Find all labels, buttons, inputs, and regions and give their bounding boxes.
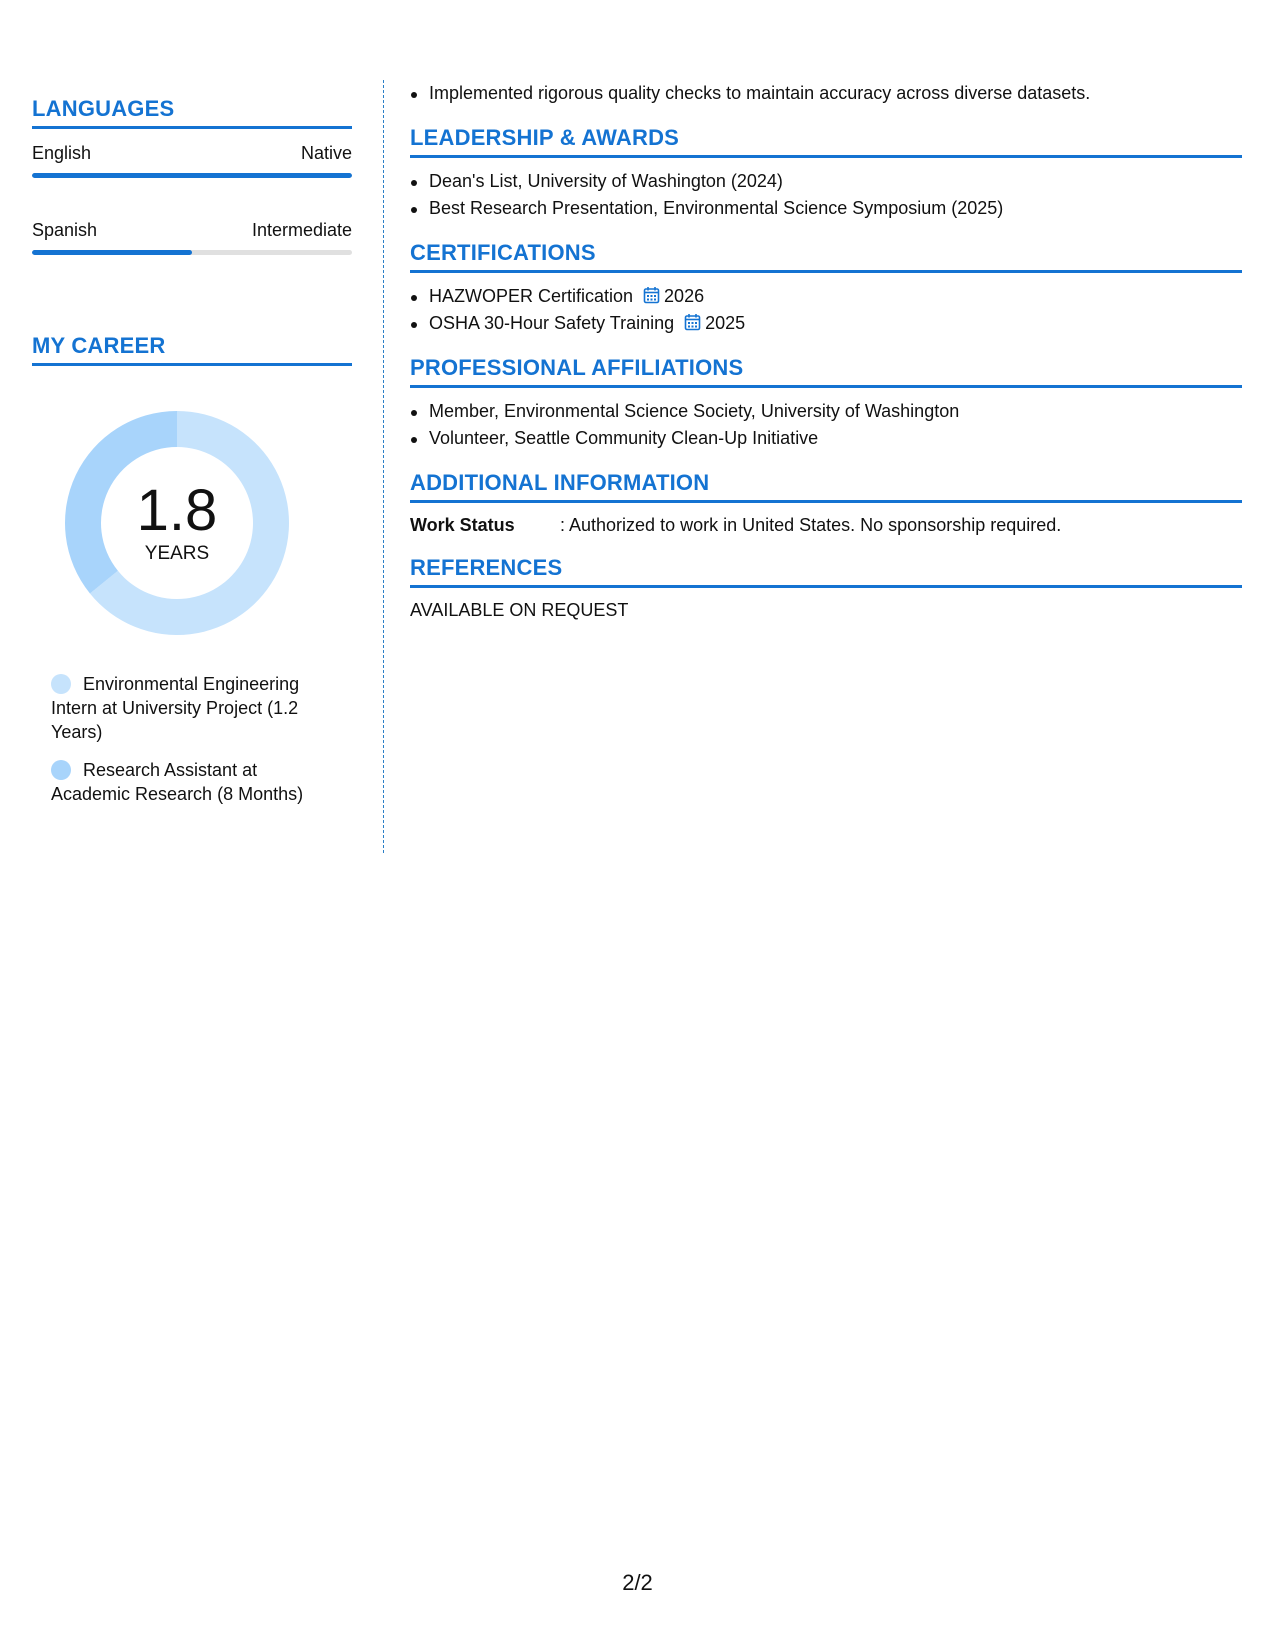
languages-section [32,96,352,255]
language-name: Spanish [32,220,98,240]
list-item: Member, Environmental Science Society, University of Washington [410,398,1242,425]
languages-title: LANGUAGES [32,96,352,129]
legend-label: Research Assistant at Academic Research (8 Months) [51,760,304,804]
references-title: REFERENCES [410,555,1242,588]
career-total: 1.8 [136,478,218,543]
list-item: Implemented rigorous quality checks to maintain accuracy across diverse datasets. [410,80,1242,107]
calendar-icon [684,313,701,331]
career-donut-chart [62,408,292,638]
language-level-fill [32,250,192,255]
leadership-section [410,125,1242,222]
page-number: 2/2 [622,1570,653,1595]
references-text: AVAILABLE ON REQUEST [410,600,629,620]
certification-year: 2026 [664,286,705,306]
legend-label: Environmental Engineering Intern at University Project (1.2 Years) [51,674,300,742]
leadership-list [410,168,1242,222]
career-legend [51,672,331,806]
language-name: English [32,143,92,163]
certifications-title: CERTIFICATIONS [410,240,1242,273]
certifications-section [410,240,1242,337]
additional-info-title: ADDITIONAL INFORMATION [410,470,1242,503]
calendar-icon [643,286,660,304]
certification-year: 2025 [705,313,746,333]
language-level-fill [32,173,352,178]
list-item [410,310,1242,337]
language-level: Intermediate [251,220,352,240]
affiliations-section [410,355,1242,452]
left-column [32,96,352,820]
right-column [410,80,1242,621]
affiliations-list [410,398,1242,452]
language-item [32,218,352,255]
certifications-list [410,283,1242,337]
leadership-title: LEADERSHIP & AWARDS [410,125,1242,158]
language-level-bar [32,173,352,178]
list-item [410,283,1242,310]
list-item: Best Research Presentation, Environmental Science Symposium (2025) [410,195,1242,222]
experience-tail-list [410,80,1242,107]
legend-swatch [51,674,71,694]
additional-info-section [410,470,1242,537]
legend-item [51,672,331,744]
certification-name: OSHA 30-Hour Safety Training [429,313,675,333]
certification-name: HAZWOPER Certification [429,286,634,306]
list-item: Dean's List, University of Washington (2024) [410,168,1242,195]
affiliations-title: PROFESSIONAL AFFILIATIONS [410,355,1242,388]
references-section [410,555,1242,621]
list-item: Volunteer, Seattle Community Clean-Up Initiative [410,425,1242,452]
legend-item [51,758,331,806]
career-title: MY CAREER [32,333,352,366]
column-divider [383,80,384,853]
language-level: Native [300,143,352,163]
donut-center [62,408,292,638]
career-unit: YEARS [144,543,210,564]
language-item [32,141,352,178]
work-status-row [410,513,1242,537]
work-status-value: : Authorized to work in United States. No sponsorship required. [560,515,1062,535]
language-level-bar [32,250,352,255]
career-section [32,333,352,806]
legend-swatch [51,760,71,780]
work-status-label: Work Status [410,515,515,535]
